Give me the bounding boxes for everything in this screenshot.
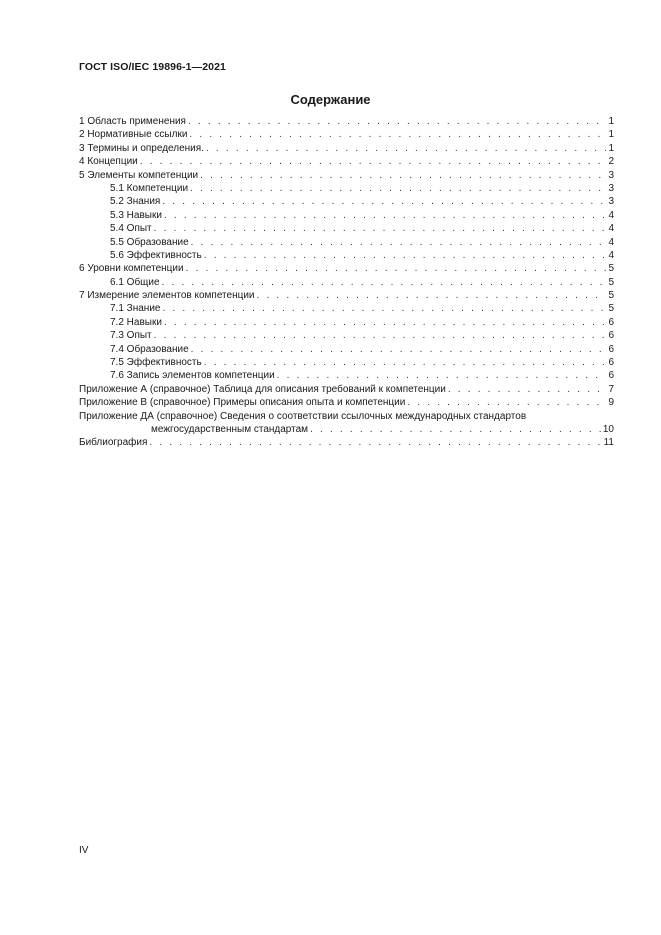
toc-page-number: 6: [608, 357, 614, 369]
toc-subentry[interactable]: 6.1 Общие . . . 5: [79, 276, 614, 289]
toc-entry-continuation[interactable]: межгосударственным стандартам . . . 10: [79, 423, 614, 436]
toc-page-number: 5: [608, 276, 614, 288]
toc-page-number: 3: [608, 182, 614, 194]
toc-subentry[interactable]: 5.4 Опыт . . . 4: [79, 222, 614, 235]
toc-page-number: 6: [608, 316, 614, 328]
toc-title: Содержание: [290, 92, 371, 107]
toc-entry[interactable]: Приложение А (справочное) Таблица для описания требований к компетенции . . . 7: [79, 383, 614, 396]
toc-page-number: 3: [608, 169, 614, 181]
toc-entry[interactable]: 3 Термины и определения. . . . 1: [79, 142, 614, 155]
toc-entry[interactable]: Приложение В (справочное) Примеры описания опыта и компетенции . . . 9: [79, 396, 614, 409]
toc-page-number: 4: [608, 249, 614, 261]
toc-subentry[interactable]: 5.1 Компетенции . . . 3: [79, 182, 614, 195]
toc-entry[interactable]: 4 Концепции . . . 2: [79, 155, 614, 168]
toc-page-number: 2: [608, 156, 614, 168]
toc-page-number: 6: [608, 370, 614, 382]
toc-entry[interactable]: Библиография . . . 11: [79, 436, 614, 449]
toc-entry[interactable]: 6 Уровни компетенции . . . 5: [79, 262, 614, 275]
toc-page-number: 11: [603, 437, 614, 449]
toc-subentry[interactable]: 5.6 Эффективность . . . 4: [79, 249, 614, 262]
toc-subentry[interactable]: 7.6 Запись элементов компетенции . . . 6: [79, 369, 614, 382]
toc-page-number: 1: [608, 129, 614, 141]
toc-subentry[interactable]: 5.3 Навыки . . . 4: [79, 209, 614, 222]
toc-page-number: 4: [608, 209, 614, 221]
toc-entry[interactable]: 7 Измерение элементов компетенции . . . 5: [79, 289, 614, 302]
document-code: ГОСТ ISO/IEC 19896-1—2021: [79, 61, 226, 73]
toc-page-number: 6: [608, 343, 614, 355]
toc-page-number: 10: [602, 423, 614, 435]
toc-subentry[interactable]: 7.5 Эффективность . . . 6: [79, 356, 614, 369]
toc-subentry[interactable]: 5.2 Знания . . . 3: [79, 195, 614, 208]
toc-page-number: 3: [608, 196, 614, 208]
table-of-contents: [79, 115, 614, 450]
toc-page-number: 4: [608, 223, 614, 235]
toc-page-number: 4: [608, 236, 614, 248]
toc-entry[interactable]: 5 Элементы компетенции . . . 3: [79, 169, 614, 182]
toc-entry[interactable]: 1 Область применения . . . 1: [79, 115, 614, 128]
toc-page-number: 9: [608, 397, 614, 409]
toc-subentry[interactable]: 7.1 Знание . . . 5: [79, 302, 614, 315]
toc-page-number: 5: [608, 263, 614, 275]
toc-subentry[interactable]: 5.5 Образование . . . 4: [79, 236, 614, 249]
page-number: IV: [79, 845, 89, 856]
toc-entry[interactable]: Приложение ДА (справочное) Сведения о соответствии ссылочных международных стандартов: [79, 410, 527, 422]
toc-entry[interactable]: 2 Нормативные ссылки . . . 1: [79, 128, 614, 141]
toc-page-number: 1: [608, 142, 614, 154]
toc-subentry[interactable]: 7.2 Навыки . . . 6: [79, 316, 614, 329]
toc-page-number: 7: [608, 383, 614, 395]
toc-page-number: 5: [608, 290, 614, 302]
toc-subentry[interactable]: 7.4 Образование . . . 6: [79, 343, 614, 356]
toc-subentry[interactable]: 7.3 Опыт . . . 6: [79, 329, 614, 342]
toc-page-number: 6: [608, 330, 614, 342]
toc-page-number: 5: [608, 303, 614, 315]
toc-page-number: 1: [608, 116, 614, 127]
